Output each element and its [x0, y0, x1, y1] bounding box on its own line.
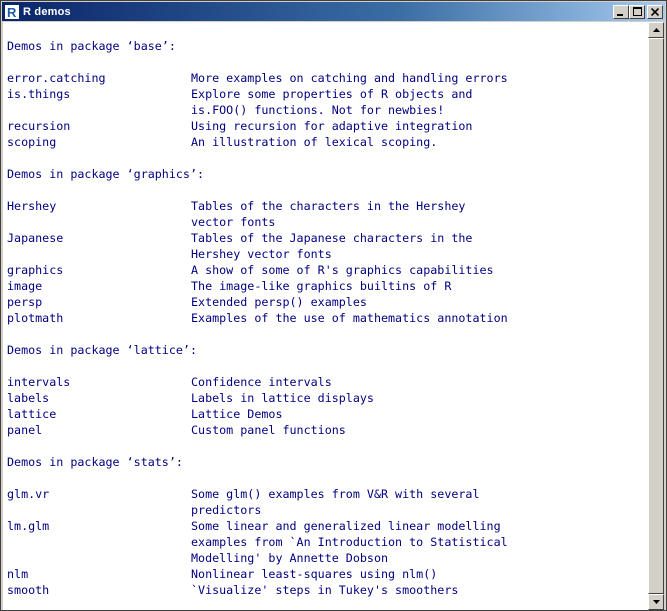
blank-line — [7, 182, 508, 198]
demo-description: Some linear and generalized linear modelling — [191, 519, 501, 533]
demo-entry-continuation — [7, 534, 508, 550]
scroll-thumb[interactable] — [648, 38, 664, 594]
demo-description: Confidence intervals — [191, 375, 332, 389]
demo-description: Extended persp() examples — [191, 295, 367, 309]
demo-description: More examples on catching and handling errors — [191, 71, 508, 85]
demo-name: panel — [7, 423, 43, 437]
demo-entry — [7, 118, 508, 134]
demo-description: Some glm() examples from V&R with several — [191, 487, 480, 501]
demo-name-spacer — [7, 246, 191, 262]
window-title: R demos — [23, 5, 71, 18]
demo-description: is.FOO() functions. Not for newbies! — [191, 103, 445, 117]
demo-description: A show of some of R's graphics capabilities — [191, 263, 494, 277]
demo-entry — [7, 374, 508, 390]
demo-description: Modelling' by Annette Dobson — [191, 551, 389, 565]
arrow-up-icon — [653, 28, 660, 32]
demo-name-spacer — [7, 550, 191, 566]
demo-entry — [7, 566, 508, 582]
demo-description: Tables of the characters in the Hershey — [191, 199, 466, 213]
demo-description: Lattice Demos — [191, 407, 283, 421]
demo-description: Explore some properties of R objects and — [191, 87, 473, 101]
demo-description: `Visualize' steps in Tukey's smoothers — [191, 583, 459, 597]
maximize-icon — [633, 7, 642, 16]
section-header: Demos in package ‘stats’: — [7, 455, 183, 469]
demo-entry-continuation — [7, 246, 508, 262]
demo-name: glm.vr — [7, 487, 50, 501]
demo-entry — [7, 518, 508, 534]
demo-name: is.things — [7, 87, 71, 101]
demo-name: labels — [7, 391, 50, 405]
r-logo-icon — [5, 5, 19, 19]
demo-name: scoping — [7, 135, 57, 149]
blank-line — [7, 470, 508, 486]
demo-entry — [7, 70, 508, 86]
demo-name: intervals — [7, 375, 71, 389]
demo-name: lattice — [7, 407, 57, 421]
demo-list-pane[interactable] — [3, 22, 648, 610]
demo-description: An illustration of lexical scoping. — [191, 135, 438, 149]
demo-entry — [7, 486, 508, 502]
demo-entry — [7, 230, 508, 246]
demo-name: Hershey — [7, 199, 57, 213]
demo-name: image — [7, 279, 43, 293]
demo-name: recursion — [7, 119, 71, 133]
demo-name: persp — [7, 295, 43, 309]
demo-list-text — [7, 38, 508, 598]
title-bar[interactable] — [2, 2, 665, 21]
demo-name-spacer — [7, 534, 191, 550]
vertical-scrollbar[interactable] — [648, 22, 664, 610]
demo-name: lm.glm — [7, 519, 50, 533]
demo-name-spacer — [7, 502, 191, 518]
demo-name-spacer — [7, 214, 191, 230]
blank-line — [7, 150, 508, 166]
demo-name: Japanese — [7, 231, 64, 245]
demo-description: examples from `An Introduction to Statistical — [191, 535, 508, 549]
blank-line — [7, 54, 508, 70]
demo-name: graphics — [7, 263, 64, 277]
blank-line — [7, 438, 508, 454]
demo-name: error.catching — [7, 71, 106, 85]
blank-line — [7, 358, 508, 374]
demo-description: The image-like graphics builtins of R — [191, 279, 452, 293]
demo-description: Nonlinear least-squares using nlm() — [191, 567, 438, 581]
blank-line — [7, 326, 508, 342]
close-button[interactable] — [647, 5, 663, 19]
arrow-down-icon — [653, 600, 660, 604]
close-icon — [651, 8, 659, 16]
demo-entry — [7, 294, 508, 310]
section-header: Demos in package ‘lattice’: — [7, 343, 197, 357]
demo-description: vector fonts — [191, 215, 276, 229]
demo-name: nlm — [7, 567, 29, 581]
demo-description: Tables of the Japanese characters in the — [191, 231, 473, 245]
demo-entry-continuation — [7, 214, 508, 230]
demo-name: plotmath — [7, 311, 64, 325]
demo-entry — [7, 406, 508, 422]
demo-entry — [7, 278, 508, 294]
section-header: Demos in package ‘base’: — [7, 39, 176, 53]
demo-entry — [7, 422, 508, 438]
minimize-icon — [617, 8, 625, 16]
scroll-up-button[interactable] — [648, 22, 664, 38]
demo-entry-continuation — [7, 102, 508, 118]
demo-description: Custom panel functions — [191, 423, 346, 437]
demo-entry-continuation — [7, 502, 508, 518]
demo-entry-continuation — [7, 550, 508, 566]
demo-entry — [7, 198, 508, 214]
demo-description: Hershey vector fonts — [191, 247, 332, 261]
demo-entry — [7, 582, 508, 598]
maximize-button[interactable] — [629, 5, 645, 19]
scroll-down-button[interactable] — [648, 594, 664, 610]
demo-entry — [7, 134, 508, 150]
minimize-button[interactable] — [613, 5, 629, 19]
demo-name: smooth — [7, 583, 50, 597]
svg-text:R: R — [7, 4, 17, 19]
section-header: Demos in package ‘graphics’: — [7, 167, 205, 181]
demo-description: Using recursion for adaptive integration — [191, 119, 473, 133]
demo-description: Examples of the use of mathematics annotation — [191, 311, 508, 325]
demo-description: predictors — [191, 503, 262, 517]
demo-entry — [7, 310, 508, 326]
demo-entry — [7, 390, 508, 406]
demo-description: Labels in lattice displays — [191, 391, 374, 405]
demo-name-spacer — [7, 102, 191, 118]
demo-entry — [7, 262, 508, 278]
demo-entry — [7, 86, 508, 102]
